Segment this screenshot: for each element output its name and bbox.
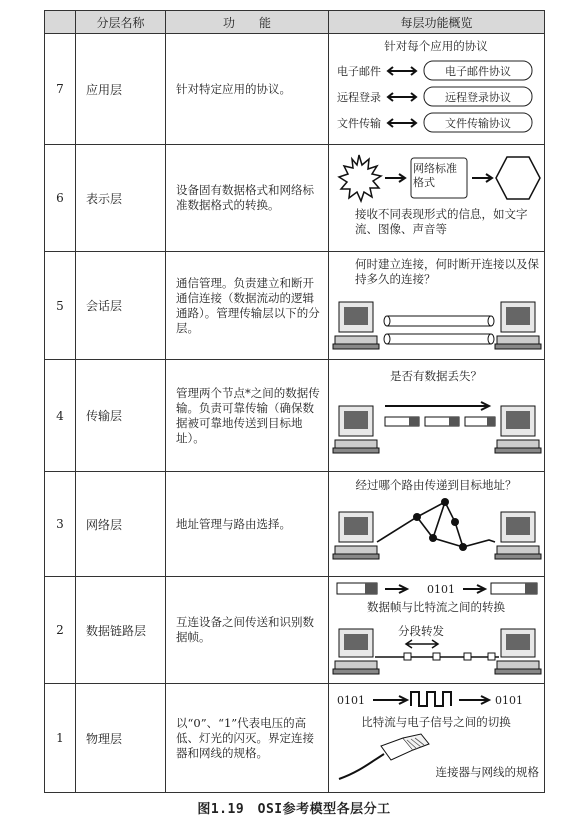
layer-overview	[329, 684, 545, 793]
bitstream-label: 0101	[337, 694, 365, 707]
computer-icon	[495, 512, 541, 559]
layer-number: 1	[45, 684, 76, 793]
arrow-right-icon	[472, 174, 492, 182]
session-layer-diagram	[329, 252, 544, 359]
table-row	[45, 145, 545, 252]
table-row	[45, 360, 545, 472]
rj45-connector-icon	[339, 734, 429, 779]
table-row	[45, 252, 545, 360]
overview-title: 针对每个应用的协议	[384, 39, 488, 53]
protocol-pair	[337, 113, 532, 132]
table-row	[45, 577, 545, 684]
app-label: 远程登录	[337, 91, 381, 104]
layer-function: 针对特定应用的协议。	[166, 34, 329, 145]
header-overview: 每层功能概览	[329, 11, 545, 34]
layer-number: 4	[45, 360, 76, 472]
computer-icon	[333, 406, 379, 453]
layer-number: 3	[45, 472, 76, 577]
overview-caption: 何时建立连接，何时断开连接以及保持多久的连接？	[355, 257, 539, 286]
layer-overview	[329, 34, 545, 145]
data-link-layer-diagram	[329, 577, 544, 683]
layer-overview	[329, 145, 545, 252]
layer-overview	[329, 360, 545, 472]
osi-layer-table	[44, 10, 545, 793]
pipe-icon	[384, 316, 494, 344]
protocol-label: 远程登录协议	[445, 91, 511, 104]
starburst-icon	[339, 155, 381, 201]
header-blank	[45, 11, 76, 34]
double-arrow-icon	[388, 119, 416, 127]
layer-number: 7	[45, 34, 76, 145]
hexagon-icon	[496, 157, 540, 199]
layer-number: 5	[45, 252, 76, 360]
layer-name: 传输层	[76, 360, 166, 472]
computer-icon	[333, 629, 379, 674]
table-header-row	[45, 11, 545, 34]
layer-name: 数据链路层	[76, 577, 166, 684]
bitstream-label: 0101	[427, 583, 455, 596]
layer-function: 互连设备之间传送和识别数据帧。	[166, 577, 329, 684]
data-packet-icon	[385, 417, 419, 426]
layer-name: 网络层	[76, 472, 166, 577]
overview-caption: 数据帧与比特流之间的转换	[367, 600, 505, 614]
network-layer-diagram	[329, 472, 544, 576]
double-arrow-icon	[388, 93, 416, 101]
header-function: 功 能	[166, 11, 329, 34]
computer-icon	[495, 406, 541, 453]
arrow-right-icon	[385, 174, 405, 182]
application-layer-diagram	[329, 34, 544, 144]
overview-caption: 接收不同表现形式的信息，如文字流、图像、声音等	[355, 207, 528, 236]
overview-caption: 比特流与电子信号之间的切换	[361, 715, 511, 729]
protocol-pair	[337, 87, 532, 106]
arrow-right-icon	[459, 696, 489, 704]
table-row	[45, 34, 545, 145]
overview-caption: 是否有数据丢失？	[390, 369, 482, 383]
layer-function: 以“0”、“1”代表电压的高低、灯光的闪灭。界定连接器和网线的规格。	[166, 684, 329, 793]
app-label: 文件传输	[337, 117, 381, 130]
bitstream-label: 0101	[495, 694, 523, 707]
arrow-right-icon	[385, 402, 489, 410]
layer-number: 6	[45, 145, 76, 252]
double-arrow-icon	[406, 640, 438, 648]
layer-name: 会话层	[76, 252, 166, 360]
computer-icon	[495, 629, 541, 674]
data-packet-icon	[465, 417, 495, 426]
computer-icon	[333, 302, 379, 349]
data-frame-icon	[337, 583, 377, 594]
connector-caption: 连接器与网线的规格	[435, 765, 539, 779]
layer-function: 通信管理。负责建立和断开通信连接（数据流动的逻辑通路）。管理传输层以下的分层。	[166, 252, 329, 360]
layer-overview	[329, 252, 545, 360]
presentation-layer-diagram	[329, 145, 544, 251]
data-packet-icon	[425, 417, 459, 426]
square-wave-icon	[411, 692, 451, 706]
layer-name: 物理层	[76, 684, 166, 793]
table-row	[45, 472, 545, 577]
overview-caption: 经过哪个路由传递到目标地址？	[355, 478, 517, 492]
layer-name: 表示层	[76, 145, 166, 252]
arrow-right-icon	[373, 696, 407, 704]
layer-name: 应用层	[76, 34, 166, 145]
forwarding-label: 分段转发	[398, 624, 444, 638]
arrow-right-icon	[385, 585, 407, 593]
layer-function: 管理两个节点*之间的数据传输。负责可靠传输（确保数据被可靠地传送到目标地址）。	[166, 360, 329, 472]
header-layer-name: 分层名称	[76, 11, 166, 34]
transport-layer-diagram	[329, 360, 544, 471]
router-node-icon	[413, 498, 467, 551]
protocol-label: 电子邮件协议	[445, 65, 511, 78]
protocol-label: 文件传输协议	[445, 117, 511, 130]
layer-overview	[329, 472, 545, 577]
app-label: 电子邮件	[337, 65, 381, 78]
physical-layer-diagram	[329, 684, 544, 792]
layer-function: 地址管理与路由选择。	[166, 472, 329, 577]
figure-caption: 图1.19 OSI参考模型各层分工	[197, 802, 391, 817]
table-row	[45, 684, 545, 793]
double-arrow-icon	[388, 67, 416, 75]
layer-number: 2	[45, 577, 76, 684]
arrow-right-icon	[463, 585, 485, 593]
layer-overview	[329, 577, 545, 684]
protocol-pair	[337, 61, 532, 80]
data-frame-icon	[491, 583, 537, 594]
layer-function: 设备固有数据格式和网络标准数据格式的转换。	[166, 145, 329, 252]
computer-icon	[333, 512, 379, 559]
format-box-label: 网络标准格式	[413, 162, 457, 189]
computer-icon	[495, 302, 541, 349]
